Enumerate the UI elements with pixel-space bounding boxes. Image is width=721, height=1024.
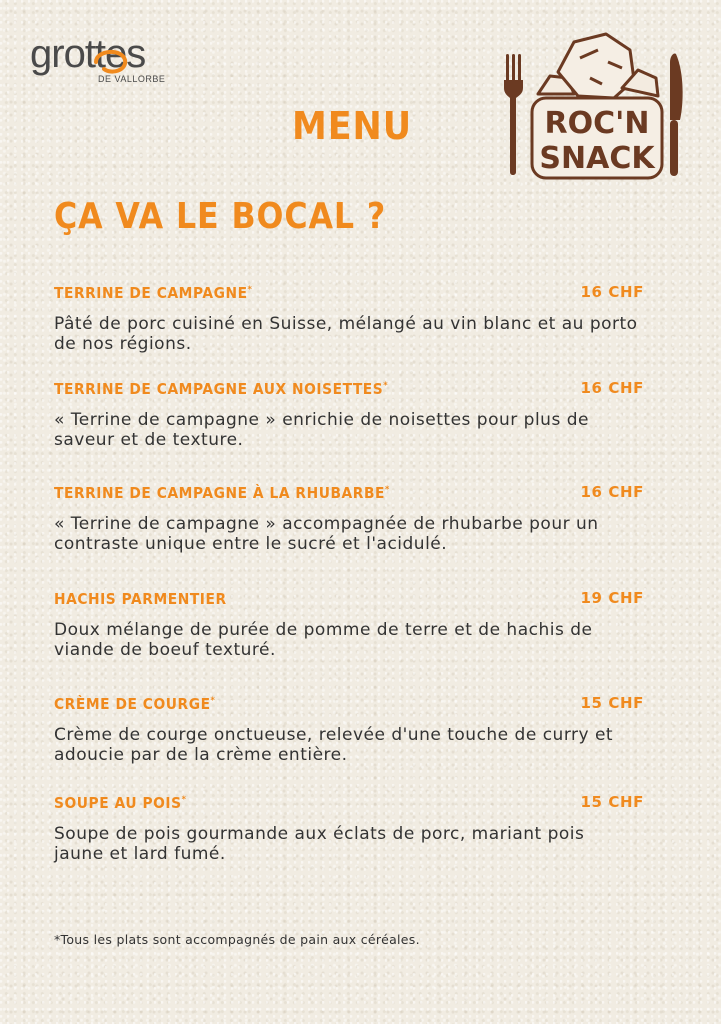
orange-swirl-icon xyxy=(92,44,132,78)
asterisk-mark: * xyxy=(181,795,187,805)
item-name: HACHIS PARMENTIER xyxy=(54,590,227,608)
menu-item xyxy=(54,483,644,554)
rocn-line1: ROC'N xyxy=(544,106,650,141)
rocn-line2: SNACK xyxy=(539,141,655,176)
asterisk-mark: * xyxy=(383,381,389,391)
footnote: *Tous les plats sont accompagnés de pain aux céréales. xyxy=(54,932,420,947)
item-name: TERRINE DE CAMPAGNE AUX NOISETTES* xyxy=(54,380,389,398)
item-price: 16 CHF xyxy=(580,483,644,501)
item-name: SOUPE AU POIS* xyxy=(54,794,187,812)
item-description: « Terrine de campagne » accompagnée de rhubarbe pour un contraste unique entre le sucré et l'acidulé. xyxy=(54,514,599,554)
rocn-snack-logo xyxy=(498,32,690,182)
item-name: TERRINE DE CAMPAGNE À LA RHUBARBE* xyxy=(54,484,390,502)
grottes-logo xyxy=(30,32,170,88)
asterisk-mark: * xyxy=(247,285,253,295)
fork-icon xyxy=(504,54,523,175)
menu-heading: MENU xyxy=(292,104,413,148)
item-price: 19 CHF xyxy=(580,589,644,607)
asterisk-mark: * xyxy=(210,696,216,706)
item-name: CRÈME DE COURGE* xyxy=(54,695,216,713)
item-description: Soupe de pois gourmande aux éclats de porc, mariant pois jaune et lard fumé. xyxy=(54,824,585,864)
rocks-icon xyxy=(538,34,658,98)
item-price: 16 CHF xyxy=(580,283,644,301)
item-description: Crème de courge onctueuse, relevée d'une touche de curry et adoucie par de la crème entière. xyxy=(54,725,614,765)
grottes-logo-subtitle: DE VALLORBE xyxy=(98,74,166,84)
item-price: 16 CHF xyxy=(580,379,644,397)
menu-item xyxy=(54,694,644,765)
section-heading: ÇA VA LE BOCAL ? xyxy=(54,196,387,237)
item-price: 15 CHF xyxy=(580,793,644,811)
rocn-sign xyxy=(532,98,662,178)
knife-icon xyxy=(670,53,683,176)
item-description: Pâté de porc cuisiné en Suisse, mélangé au vin blanc et au porto de nos régions. xyxy=(54,314,638,354)
asterisk-mark: * xyxy=(385,485,390,495)
item-description: Doux mélange de purée de pomme de terre et de hachis de viande de boeuf texturé. xyxy=(54,620,593,660)
item-price: 15 CHF xyxy=(580,694,644,712)
grottes-logo-word: grottes xyxy=(30,32,146,76)
menu-item xyxy=(54,379,644,450)
menu-item xyxy=(54,589,644,660)
item-description: « Terrine de campagne » enrichie de noisettes pour plus de saveur et de texture. xyxy=(54,410,589,450)
menu-item xyxy=(54,283,644,354)
menu-item xyxy=(54,793,644,864)
item-name: TERRINE DE CAMPAGNE* xyxy=(54,284,253,302)
